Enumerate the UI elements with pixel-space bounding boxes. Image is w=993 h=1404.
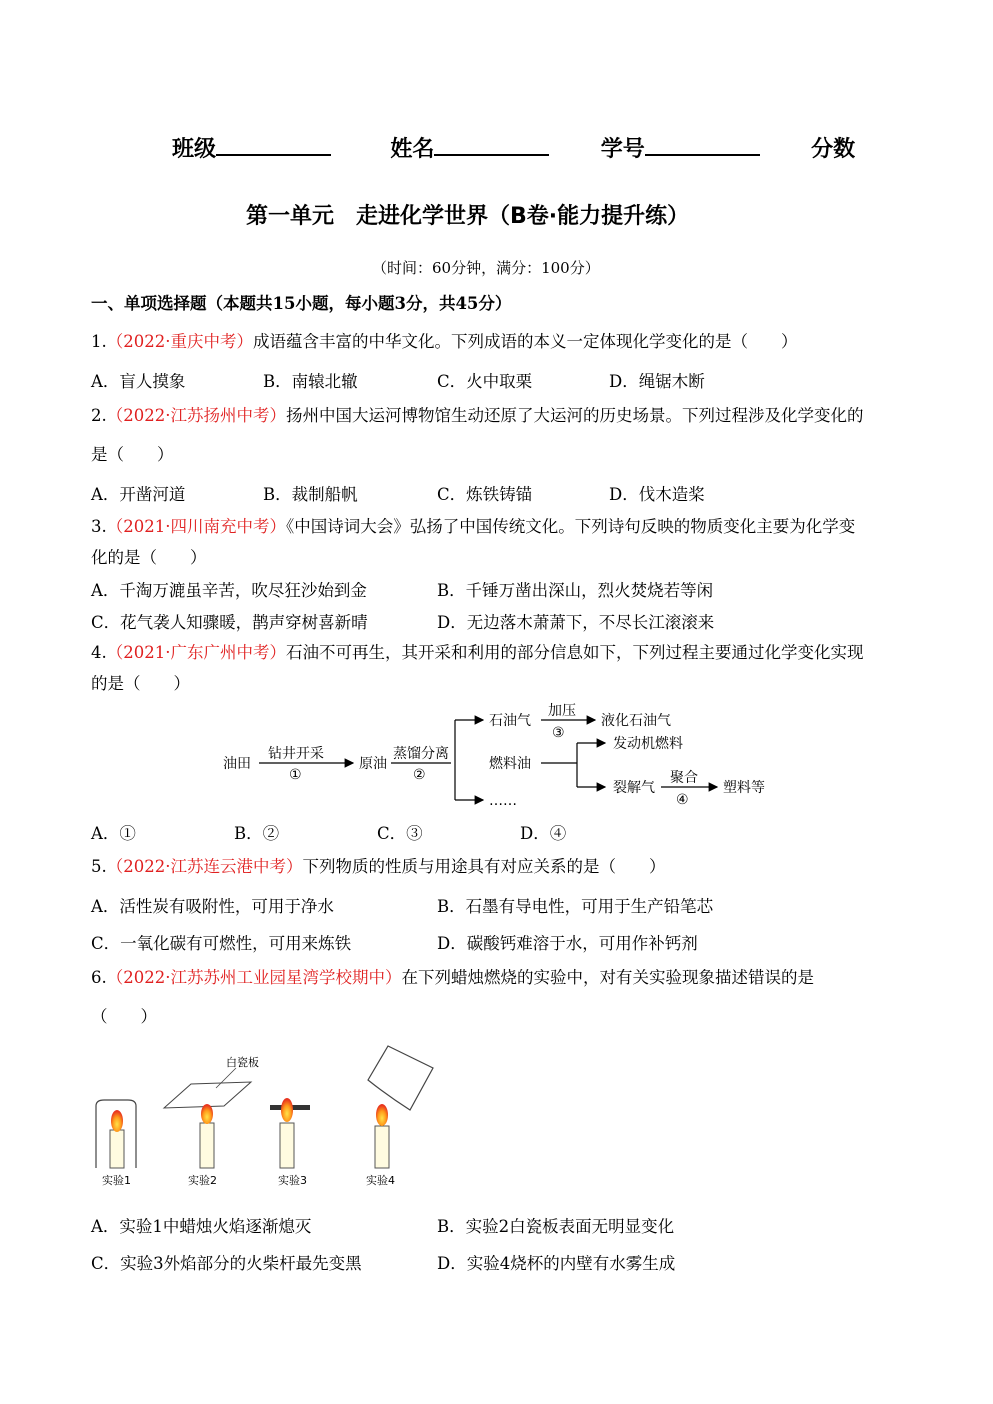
question-6	[91, 967, 814, 989]
q4-text-cont: 的是（ ）	[91, 674, 190, 693]
candle-icon	[110, 1130, 124, 1168]
q4-source: （2021·广东广州中考）	[106, 643, 286, 662]
exp3-label: 实验3	[278, 1174, 307, 1187]
q5-option-d[interactable]: D．碳酸钙难溶于水，可用作补钙剂	[437, 934, 698, 953]
q1-text: 成语蕴含丰富的中华文化。下列成语的本义一定体现化学变化的是（ ）	[253, 332, 798, 351]
id-blank[interactable]	[645, 136, 760, 156]
flame-icon	[376, 1104, 388, 1126]
plate-label: 白瓷板	[226, 1056, 259, 1069]
flow-etc: ……	[489, 793, 517, 809]
candle-icon	[200, 1123, 214, 1168]
q2-text-cont: 是（ ）	[91, 445, 174, 464]
q1-source: （2022·重庆中考）	[106, 332, 253, 351]
q4-option-b[interactable]: B．②	[234, 824, 280, 843]
q2-text: 扬州中国大运河博物馆生动还原了大运河的历史场景。下列过程涉及化学变化的	[286, 406, 864, 425]
candle-experiments-figure	[88, 1038, 448, 1193]
exp2-label: 实验2	[188, 1174, 217, 1187]
beaker-icon	[368, 1046, 433, 1110]
q6-num: 6.	[91, 968, 107, 987]
q3-option-d[interactable]: D．无边落木萧萧下，不尽长江滚滚来	[437, 613, 715, 632]
q6-text-cont: （ ）	[91, 1007, 157, 1026]
header-line	[172, 132, 855, 163]
flow-pressurize: 加压	[548, 703, 576, 719]
experiment-1	[96, 1100, 136, 1187]
flow-crack: 裂解气	[613, 780, 655, 796]
flow-plastic: 塑料等	[723, 780, 765, 796]
q5-option-b[interactable]: B．石墨有导电性，可用于生产铅笔芯	[437, 897, 714, 916]
q6-option-a[interactable]: A．实验1中蜡烛火焰逐渐熄灭	[91, 1217, 312, 1236]
q6-option-c[interactable]: C．实验3外焰部分的火柴杆最先变黑	[91, 1254, 362, 1273]
q2-num: 2.	[91, 406, 107, 425]
name-blank[interactable]	[434, 136, 549, 156]
class-blank[interactable]	[216, 136, 331, 156]
experiment-3	[270, 1098, 310, 1187]
exp4-label: 实验4	[366, 1174, 395, 1187]
q1-option-d[interactable]: D．绳锯木断	[609, 372, 705, 391]
q3-option-a[interactable]: A．千淘万漉虽辛苦，吹尽狂沙始到金	[91, 581, 367, 600]
q2-source: （2022·江苏扬州中考）	[106, 406, 286, 425]
q6-text: 在下列蜡烛燃烧的实验中，对有关实验现象描述错误的是	[401, 968, 814, 987]
question-2	[91, 405, 864, 427]
flow-distill: 蒸馏分离	[393, 746, 449, 762]
flow-n4: ④	[676, 792, 689, 808]
experiment-2	[164, 1055, 259, 1187]
petroleum-flow-diagram	[215, 700, 785, 815]
name-label: 姓名	[390, 137, 435, 162]
section-heading: 一、单项选择题（本题共15小题，每小题3分，共45分）	[91, 294, 512, 313]
q6-source: （2022·江苏苏州工业园星湾学校期中）	[106, 968, 402, 987]
q3-source: （2021·四川南充中考）	[106, 517, 286, 536]
flow-polymerize: 聚合	[670, 770, 698, 786]
flow-lpg: 液化石油气	[601, 713, 671, 729]
q4-num: 4.	[91, 643, 107, 662]
q4-option-c[interactable]: C．③	[377, 824, 423, 843]
q2-option-c[interactable]: C．炼铁铸锚	[437, 485, 533, 504]
flow-drill: 钻井开采	[268, 746, 324, 762]
q1-option-b[interactable]: B．南辕北辙	[263, 372, 358, 391]
class-label: 班级	[172, 137, 217, 162]
page-title: 第一单元 走进化学世界（B卷·能力提升练）	[246, 204, 690, 229]
question-1	[91, 331, 798, 353]
flow-crude: 原油	[359, 756, 387, 772]
flow-n2: ②	[413, 767, 426, 783]
flame-icon	[281, 1098, 293, 1122]
q4-option-a[interactable]: A．①	[91, 824, 136, 843]
q4-text: 石油不可再生，其开采和利用的部分信息如下，下列过程主要通过化学变化实现	[286, 643, 864, 662]
flow-gas: 石油气	[489, 713, 531, 729]
question-4	[91, 642, 864, 664]
candle-icon	[375, 1126, 389, 1168]
candle-icon	[280, 1123, 294, 1168]
flow-n1: ①	[289, 767, 302, 783]
q6-option-d[interactable]: D．实验4烧杯的内壁有水雾生成	[437, 1254, 676, 1273]
flame-icon	[201, 1104, 213, 1124]
experiment-4	[366, 1046, 433, 1187]
q6-option-b[interactable]: B．实验2白瓷板表面无明显变化	[437, 1217, 675, 1236]
q2-option-b[interactable]: B．裁制船帆	[263, 485, 358, 504]
q3-num: 3.	[91, 517, 107, 536]
q1-option-a[interactable]: A．盲人摸象	[91, 372, 186, 391]
flow-oilfield: 油田	[223, 756, 251, 772]
q4-option-d[interactable]: D．④	[520, 824, 567, 843]
q1-option-c[interactable]: C．火中取栗	[437, 372, 533, 391]
flow-engine: 发动机燃料	[613, 736, 683, 752]
q3-text: 《中国诗词大会》弘扬了中国传统文化。下列诗句反映的物质变化主要为化学变	[286, 517, 856, 536]
id-label: 学号	[600, 137, 645, 162]
q2-option-a[interactable]: A．开凿河道	[91, 485, 186, 504]
flame-icon	[111, 1110, 123, 1132]
q3-text-cont: 化的是（ ）	[91, 548, 207, 567]
q5-text: 下列物质的性质与用途具有对应关系的是（ ）	[302, 857, 666, 876]
q5-option-c[interactable]: C．一氧化碳有可燃性，可用来炼铁	[91, 934, 352, 953]
q2-option-d[interactable]: D．伐木造桨	[609, 485, 705, 504]
exp1-label: 实验1	[102, 1174, 131, 1187]
score-label: 分数	[811, 137, 856, 162]
q5-num: 5.	[91, 857, 107, 876]
question-3	[91, 516, 855, 538]
q5-option-a[interactable]: A．活性炭有吸附性，可用于净水	[91, 897, 334, 916]
flow-fuel: 燃料油	[489, 756, 531, 772]
q5-source: （2022·江苏连云港中考）	[106, 857, 303, 876]
q3-option-b[interactable]: B．千锤万凿出深山，烈火焚烧若等闲	[437, 581, 714, 600]
question-5	[91, 856, 666, 878]
q3-option-c[interactable]: C．花气袭人知骤暖，鹊声穿树喜新晴	[91, 613, 368, 632]
q1-num: 1.	[91, 332, 107, 351]
subtitle: （时间：60分钟，满分：100分）	[372, 259, 600, 277]
flow-n3: ③	[552, 725, 565, 741]
